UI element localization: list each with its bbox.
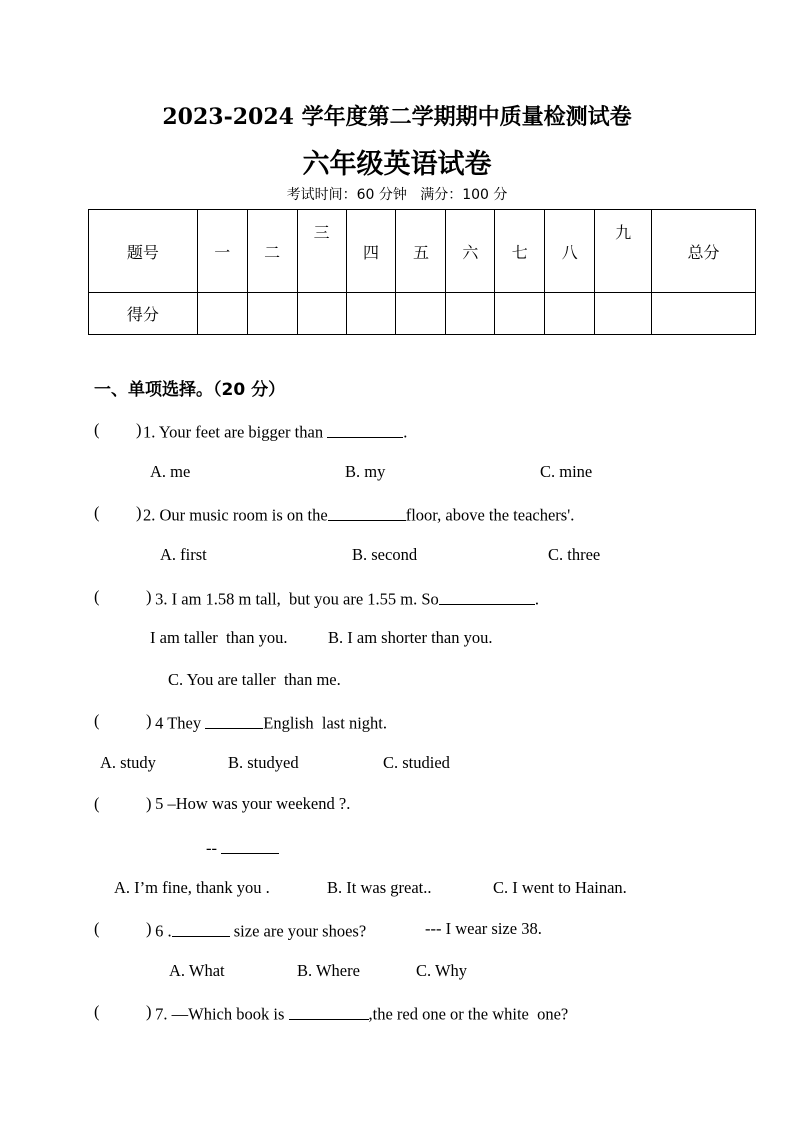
score-cell[interactable]	[595, 293, 652, 335]
header-cell: 总分	[652, 210, 756, 293]
option-b: B. my	[345, 462, 386, 481]
option-c: C. studied	[383, 753, 450, 772]
question-6	[151, 919, 366, 942]
answer-paren-close: )	[146, 919, 152, 938]
option-c: C. I went to Hainan.	[493, 878, 627, 897]
header-cell: 题号	[89, 210, 198, 293]
score-cell[interactable]	[652, 293, 756, 335]
answer-paren-close: )	[136, 420, 142, 439]
answer-prefix: --	[206, 838, 222, 858]
question-1	[143, 420, 407, 443]
answer-paren-open: (	[94, 794, 100, 813]
answer-blank[interactable]	[205, 711, 263, 729]
score-cell[interactable]	[396, 293, 446, 335]
option-b: B. I am shorter than you.	[328, 628, 493, 647]
answer-line	[206, 836, 279, 859]
option-c: C. three	[548, 545, 601, 564]
score-cell[interactable]	[197, 293, 247, 335]
score-cell[interactable]	[346, 293, 396, 335]
question-text-end: English last night.	[263, 713, 387, 733]
answer-paren-open: (	[94, 503, 100, 522]
question-text-end: .	[534, 589, 539, 609]
option-a: A. I’m fine, thank you .	[114, 878, 270, 897]
answer-paren-open: (	[94, 711, 100, 730]
score-row-label: 得分	[89, 293, 198, 335]
question-6-answer-example: --- I wear size 38.	[425, 919, 542, 938]
question-4	[151, 711, 387, 734]
header-cell: 六	[446, 210, 495, 293]
answer-blank[interactable]	[327, 420, 403, 438]
question-text-end: ,the red one or the white one?	[368, 1004, 569, 1024]
answer-paren-close: )	[146, 1002, 152, 1021]
exam-info: 考试时间：60 分钟 满分：100 分	[286, 187, 508, 203]
question-text-end: size are your shoes?	[229, 921, 367, 941]
answer-paren-close: )	[136, 503, 142, 522]
answer-paren-close: )	[146, 711, 152, 730]
answer-paren-open: (	[94, 919, 100, 938]
header-cell: 八	[545, 210, 595, 293]
option-b: B. second	[352, 545, 418, 564]
question-text-end: .	[403, 422, 408, 442]
header-cell: 九	[595, 210, 652, 293]
option-a: I am taller than you.	[150, 628, 288, 647]
option-c: C. mine	[540, 462, 593, 481]
question-text: 2. Our music room is on the	[143, 505, 328, 525]
option-b: B. studyed	[228, 753, 299, 772]
answer-paren-open: (	[94, 1002, 100, 1021]
score-cell[interactable]	[545, 293, 595, 335]
question-text: 1. Your feet are bigger than	[143, 422, 328, 442]
option-b: B. Where	[297, 961, 360, 980]
score-cell[interactable]	[495, 293, 545, 335]
question-2	[143, 503, 574, 526]
question-5: 5 –How was your weekend ?.	[151, 794, 351, 813]
section-heading: 一、单项选择。（20 分）	[94, 380, 286, 400]
answer-blank[interactable]	[328, 503, 406, 521]
option-c: C. Why	[416, 961, 468, 980]
score-table	[88, 209, 756, 335]
question-3	[151, 587, 539, 610]
answer-paren-close: )	[146, 794, 152, 813]
question-text: 3. I am 1.58 m tall, but you are 1.55 m. So	[151, 589, 439, 609]
score-cell[interactable]	[446, 293, 495, 335]
question-text: 4 They	[151, 713, 206, 733]
exam-title: 2023-2024 学年度第二学期期中质量检测试卷	[162, 104, 632, 130]
score-cell[interactable]	[297, 293, 346, 335]
answer-blank[interactable]	[172, 919, 230, 937]
answer-paren-open: (	[94, 587, 100, 606]
exam-subtitle: 六年级英语试卷	[302, 149, 492, 180]
option-a: A. me	[150, 462, 191, 481]
header-cell: 三	[297, 210, 346, 293]
answer-blank[interactable]	[221, 836, 279, 854]
option-a: A. What	[169, 961, 225, 980]
score-table-score-row	[89, 293, 756, 335]
option-a: A. first	[160, 545, 207, 564]
answer-blank[interactable]	[439, 587, 535, 605]
option-c: C. You are taller than me.	[168, 670, 341, 689]
header-cell: 二	[247, 210, 297, 293]
option-b: B. It was great..	[327, 878, 432, 897]
answer-blank[interactable]	[289, 1002, 369, 1020]
score-table-header-row	[89, 210, 756, 293]
header-cell: 一	[197, 210, 247, 293]
question-text: 6 .	[151, 921, 172, 941]
option-a: A. study	[100, 753, 156, 772]
answer-paren-open: (	[94, 420, 100, 439]
header-cell: 五	[396, 210, 446, 293]
question-7	[151, 1002, 568, 1025]
header-cell: 七	[495, 210, 545, 293]
header-cell: 四	[346, 210, 396, 293]
question-text: 7. —Which book is	[151, 1004, 289, 1024]
score-cell[interactable]	[247, 293, 297, 335]
question-text-end: floor, above the teachers'.	[405, 505, 575, 525]
answer-paren-close: )	[146, 587, 152, 606]
